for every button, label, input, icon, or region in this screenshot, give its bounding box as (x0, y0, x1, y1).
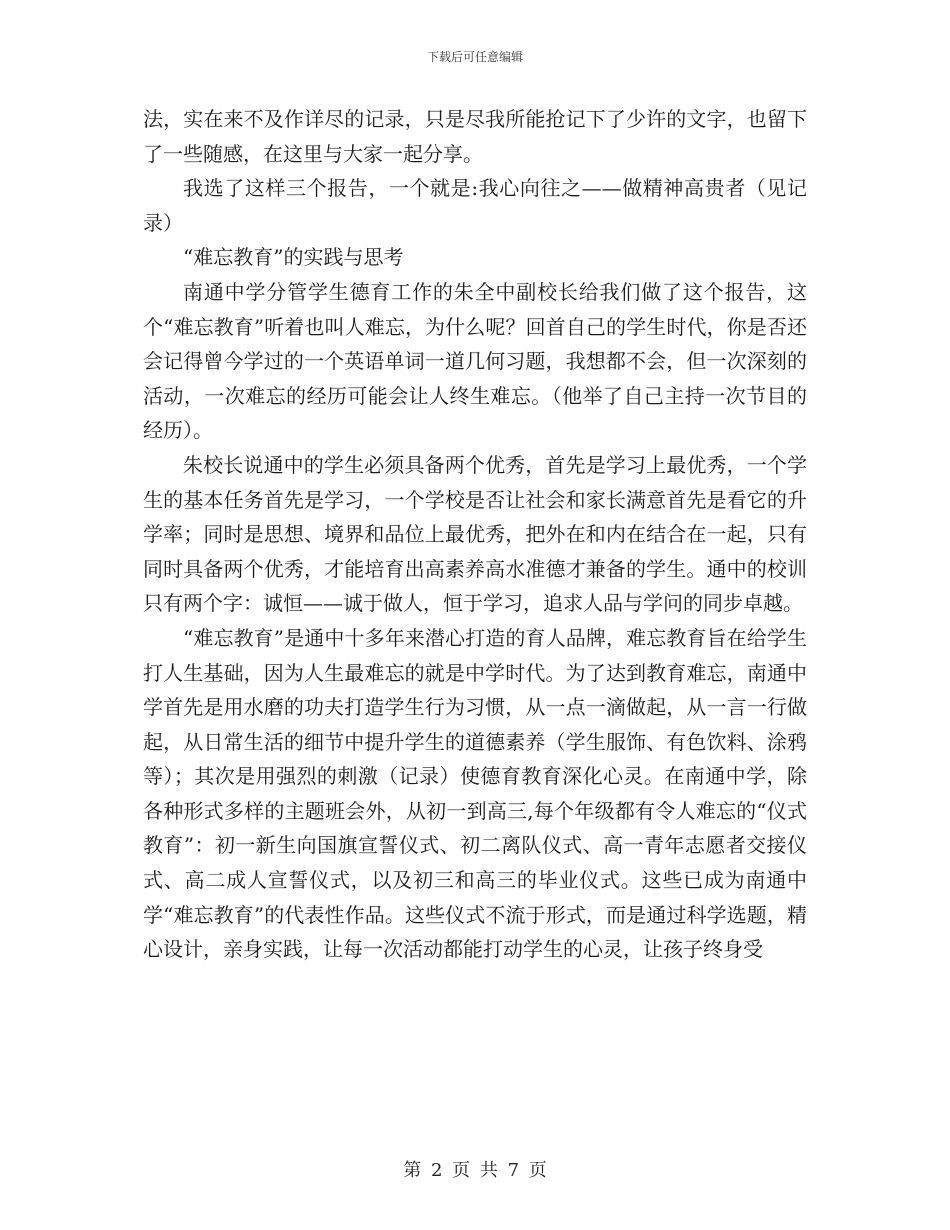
paragraph: 朱校长说通中的学生必须具备两个优秀，首先是学习上最优秀，一个学生的基本任务首先是学习，一个学校是否让社会和家长满意首先是看它的升学率；同时是思想、境界和品位上最优秀，把外在和内在结合在一起，只有同时具备两个优秀，才能培育出高素养高水准德才兼备的学生。通中的校训只有两个字：诚恒——诚于做人，恒于学习，追求人品与学问的同步卓越。 (143, 452, 807, 616)
document-body (143, 102, 807, 967)
section-heading: “难忘教育”的实践与思考 (183, 245, 404, 270)
paragraph-continuation: 法，实在来不及作详尽的记录，只是尽我所能抢记下了少许的文字，也留下了一些随感，在这里与大家一起分享。 (143, 107, 807, 166)
paragraph: 南通中学分管学生德育工作的朱全中副校长给我们做了这个报告，这个“难忘教育”听着也叫人难忘，为什么呢？回首自己的学生时代，你是否还会记得曾今学过的一个英语单词一道几何习题，我想都不会，但一次深刻的活动，一次难忘的经历可能会让人终生难忘。（他举了自己主持一次节目的经历）。 (143, 279, 807, 443)
page-footer: 第 2 页 共 7 页 (403, 1160, 547, 1181)
paragraph: “难忘教育”是通中十多年来潜心打造的育人品牌，难忘教育旨在给学生打人生基础，因为人生最难忘的就是中学时代。为了达到教育难忘，南通中学首先是用水磨的功夫打造学生行为习惯，从一点一滴做起，从一言一行做起，从日常生活的细节中提升学生的道德素养（学生服饰、有色饮料、涂鸦等）；其次是用强烈的刺激（记录）使德育教育深化心灵。在南通中学，除各种形式多样的主题班会外，从初一到高三,每个年级都有令人难忘的“仪式教育”：初一新生向国旗宣誓仪式、初二离队仪式、高一青年志愿者交接仪式、高二成人宣誓仪式，以及初三和高三的毕业仪式。这些已成为南通中学“难忘教育”的代表性作品。这些仪式不流于形式，而是通过科学选题，精心设计，亲身实践，让每一次活动都能打动学生的心灵，让孩子终身受 (143, 625, 807, 962)
page-header: 下载后可任意编辑 (426, 50, 523, 64)
paragraph-report-intro: 我选了这样三个报告，一个就是:我心向往之——做精神高贵者（见记录） (143, 176, 807, 235)
